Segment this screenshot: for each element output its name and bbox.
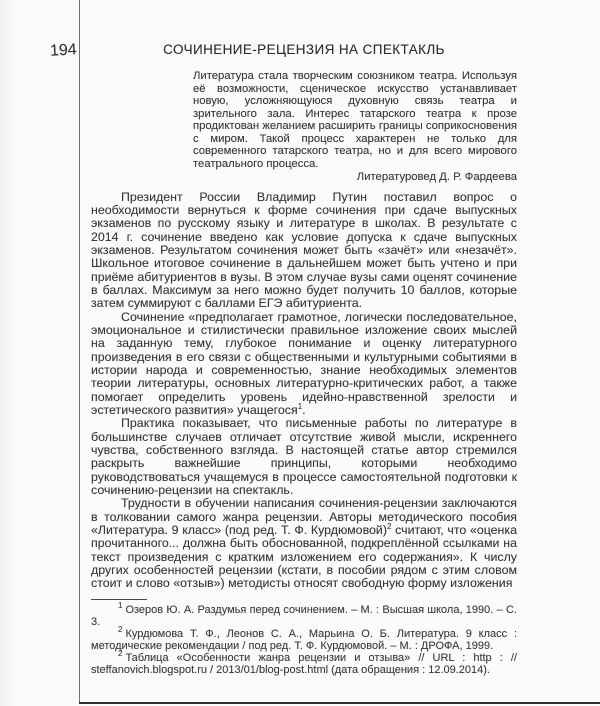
footnote-3 (91, 649, 517, 676)
paragraph-3-text: Практика показывает, что письменные работы по литературе в большинстве случаев отличает отсутствие живой мысли, искреннего чувства, собственного взгляда. В настоящей статье автор стремился раскрыть важнейшие принципы, которыми необходимо руководствоваться учащемуся в процессе самостоятельной подготовки к сочинению-рецензии на спектакль. (91, 416, 517, 498)
footnote-1-marker: 1 (118, 601, 123, 611)
paragraph-1 (91, 191, 517, 311)
footnote-2-marker: 2 (118, 625, 123, 635)
paragraph-2-text: Сочинение «предполагает грамотное, логически последовательное, эмоциональное и стилистически правильное изложение своих мыслей на заданную тему, глубокое понимание и оценку литературного произведения в его связи с общественными и культурными событиями в истории народа и современностью, знание необходимых элементов теории литературы, основных литературно-критических работ, а также помогает определить уровень идейно-нравственной зрелости и эстетического развития» учащегося (91, 309, 517, 417)
epigraph (193, 70, 517, 184)
footnote-2-text: Курдюмова Т. Ф., Леонов С. А., Марьина О. Б. Литература. 9 класс : методические рекомендации / под ред. Т. Ф. Курдюмовой. – М. : ДРОФА, 1999. (91, 627, 517, 652)
page-number: 194 (49, 41, 78, 60)
bottom-page-rule (79, 702, 600, 704)
footnote-separator (91, 599, 147, 600)
paragraph-2 (91, 311, 517, 418)
paragraph-2-tail: . (302, 403, 306, 417)
paragraph-4-text: Трудности в обучении написания сочинения-рецензии заключаются в толковании самого жанра рецензии. Авторы методического пособия «Литература. 9 класс» (под ред. Т. Ф. Курдюмовой) (91, 496, 517, 538)
footnote-1 (91, 601, 517, 628)
paragraph-4 (91, 497, 517, 590)
epigraph-text: Литература стала творческим союзником театра. Используя её возможности, сценическое искусство устанавливает новую, усложняющуюся духовную связь театра и зрительного зала. Интерес татарского театра к прозе продиктован желанием расширить границы соприкосновения с миром. Такой процесс характерен не только для современного татарского театра, но и для всего мирового театрального процесса. (193, 70, 517, 170)
footnotes-block (91, 601, 517, 676)
footnote-1-text: Озеров Ю. А. Раздумья перед сочинением. – М. : Высшая школа, 1990. – С. 3. (91, 603, 517, 628)
footnote-3-marker: 2 (118, 649, 123, 659)
footnote-2 (91, 625, 517, 652)
page-title: СОЧИНЕНИЕ-РЕЦЕНЗИЯ НА СПЕКТАКЛЬ (163, 42, 445, 57)
article-body (91, 191, 517, 591)
paragraph-3 (91, 417, 517, 497)
page-content (91, 42, 517, 676)
left-margin-rule (79, 0, 80, 704)
paragraph-1-text: Президент России Владимир Путин поставил вопрос о необходимости вернуться к форме сочинения при сдаче выпускных экзаменов по русскому языку и литературе в школах. В результате с 2014 г. сочинение введено как условие допуска к сдаче выпускных экзаменов. Результатом сочинения может быть «зачёт» или «незачёт». Школьное итоговое сочинение в дальнейшем может быть учтено и при приёме абитуриентов в вузы. В этом случае вузы сами оценят сочинение в баллах. Максимум за него можно будет получить 10 баллов, которые затем суммируют с баллами ЕГЭ абитуриента. (91, 189, 517, 311)
footnote-ref-2: 2 (386, 521, 392, 531)
epigraph-attribution: Литературовед Д. Р. Фардеева (356, 171, 517, 183)
paragraph-4-tail: считают, что «оценка прочитанного... должна быть обоснованной, подкреплённой ссылками на текст произведения с кратким изложением его содержания». К числу других особенностей рецензии (кстати, в пособии рядом с этим словом стоит и слово «отзыв») методисты относят свободную форму изложения (91, 523, 517, 591)
footnote-ref-1: 1 (297, 401, 303, 411)
footnote-3-text: Таблица «Особенности жанра рецензии и отзыва» // URL : http : // steffanovich.blogspot.ru / 2013/01/blog-post.html (дата обращения : 12.09.2014). (91, 651, 517, 676)
